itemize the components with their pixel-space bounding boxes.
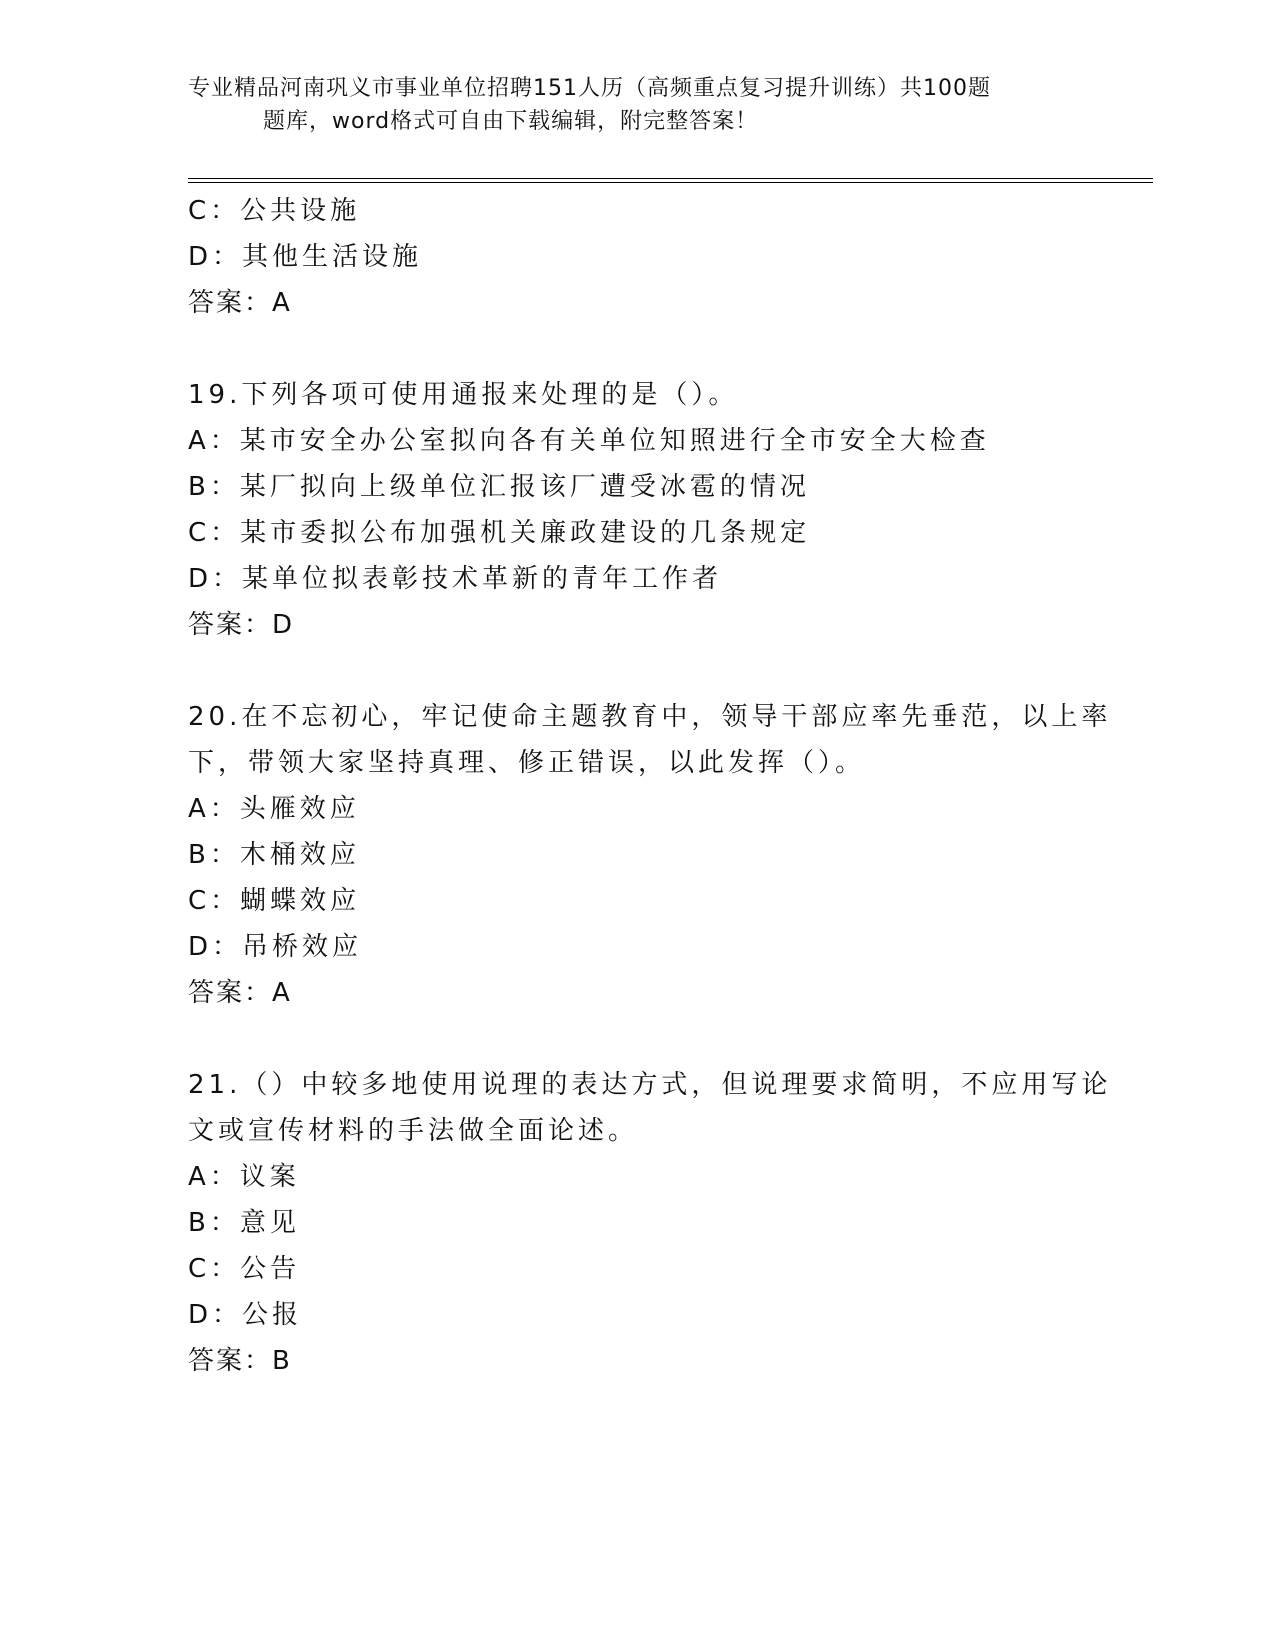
question-stem: 19.下列各项可使用通报来处理的是（）。	[188, 380, 739, 410]
option-a: A：头雁效应	[188, 794, 360, 824]
option-c: C：公告	[188, 1254, 301, 1284]
header-title-line-1: 专业精品河南巩义市事业单位招聘151人历（高频重点复习提升训练）共100题	[188, 76, 991, 101]
page-header	[188, 72, 1068, 138]
option-c: C：某市委拟公布加强机关廉政建设的几条规定	[188, 518, 811, 548]
header-divider	[188, 178, 1153, 183]
option-d: D：某单位拟表彰技术革新的青年工作者	[188, 564, 723, 594]
option-c: C：蝴蝶效应	[188, 886, 361, 916]
question-21	[188, 1062, 1112, 1384]
option-b: B：木桶效应	[188, 840, 360, 870]
option-a: A：某市安全办公室拟向各有关单位知照进行全市安全大检查	[188, 426, 990, 456]
document-body	[188, 188, 1112, 1384]
option-c: C：公共设施	[188, 196, 361, 226]
option-d: D：其他生活设施	[188, 242, 423, 272]
header-title-line-2: 题库，word格式可自由下载编辑，附完整答案！	[263, 109, 759, 134]
question-19	[188, 372, 1088, 648]
answer-line: 答案：A	[188, 288, 292, 318]
answer-line: 答案：D	[188, 610, 295, 640]
question-stem-line-2: 下，带领大家坚持真理、修正错误，以此发挥（）。	[188, 748, 866, 778]
question-spacer	[188, 1016, 1088, 1062]
option-b: B：某厂拟向上级单位汇报该厂遭受冰雹的情况	[188, 472, 810, 502]
answer-line: 答案：B	[188, 1346, 292, 1376]
option-b: B：意见	[188, 1208, 300, 1238]
answer-line: 答案：A	[188, 978, 292, 1008]
question-spacer	[188, 326, 1088, 372]
option-d: D：公报	[188, 1300, 303, 1330]
question-stem-line-1: 20.在不忘初心，牢记使命主题教育中，领导干部应率先垂范，以上率	[188, 702, 1112, 732]
option-a: A：议案	[188, 1162, 300, 1192]
option-d: D：吊桥效应	[188, 932, 363, 962]
question-20	[188, 694, 1112, 1016]
question-spacer	[188, 648, 1088, 694]
question-stem-line-2: 文或宣传材料的手法做全面论述。	[188, 1116, 639, 1146]
previous-question-tail	[188, 188, 1088, 326]
question-stem-line-1: 21.（）中较多地使用说理的表达方式，但说理要求简明，不应用写论	[188, 1070, 1112, 1100]
